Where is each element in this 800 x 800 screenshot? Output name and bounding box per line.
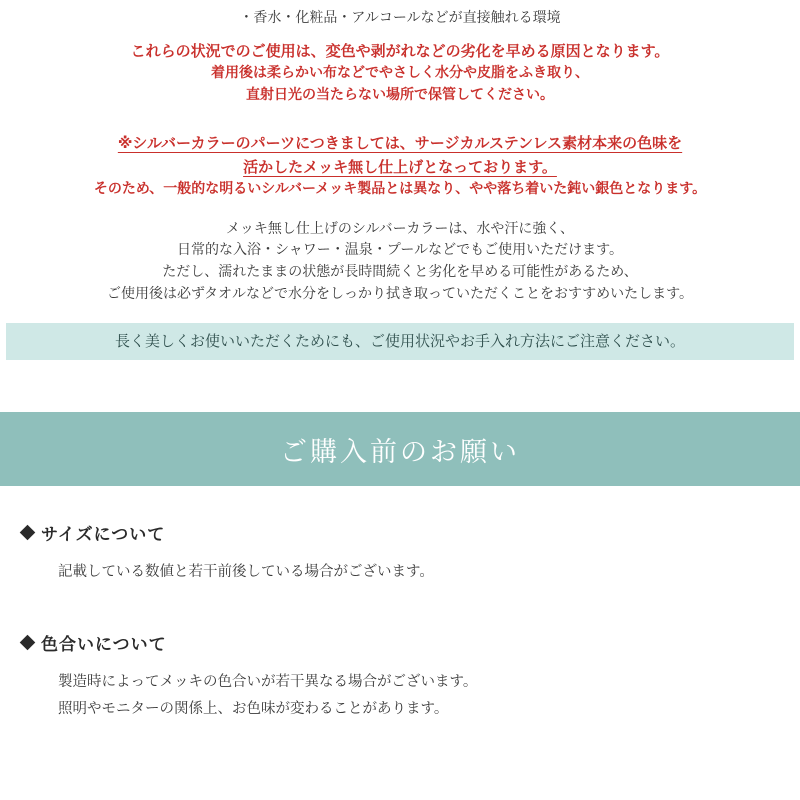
note-line-wipe-after-wear: 着用後は柔らかい布などでやさしく水分や皮脂をふき取り、	[211, 64, 589, 81]
bullet-heading-color	[22, 630, 800, 655]
bullet-list	[0, 486, 800, 722]
spacer	[10, 201, 790, 219]
bullet-heading-size-label: サイズについて	[41, 525, 166, 546]
note-line-environment: ・香水・化粧品・アルコールなどが直接触れる環境	[239, 10, 561, 26]
bullet-heading-size	[22, 520, 800, 545]
bullet-body-size	[58, 559, 800, 586]
spacer	[10, 106, 790, 132]
silver-body-line-2: 日常的な入浴・シャワー・温泉・プールなどでもご使用いただけます。	[177, 242, 623, 259]
section-header-band	[0, 412, 800, 486]
diamond-bullet-icon	[20, 635, 36, 651]
diamond-bullet-icon	[20, 525, 36, 541]
bullet-body-color-line-1: 製造時によってメッキの色合いが若干異なる場合がございます。	[58, 674, 478, 691]
silver-body-line-1: メッキ無し仕上げのシルバーカラーは、水や汗に強く、	[225, 220, 575, 237]
bullet-group-size	[22, 520, 800, 586]
silver-body-line-3: ただし、濡れたままの状態が長時間続くと劣化を早める可能性があるため、	[162, 263, 638, 280]
bullet-heading-color-label: 色合いについて	[41, 635, 167, 656]
silver-note-red-line: そのため、一般的な明るいシルバーメッキ製品とは異なり、やや落ち着いた鈍い銀色となります。	[93, 180, 707, 197]
section-title: ご購入前のお願い	[280, 436, 520, 468]
care-highlight-banner: 長く美しくお使いいただくためにも、ご使用状況やお手入れ方法にご注意ください。	[6, 323, 794, 360]
note-line-warning-degradation: これらの状況でのご使用は、変色や剥がれなどの劣化を早める原因となります。	[130, 41, 670, 60]
note-line-storage: 直射日光の当たらない場所で保管してください。	[246, 86, 554, 103]
silver-note-underlined-2: 活かしたメッキ無し仕上げとなっております。	[243, 157, 557, 176]
bullet-body-size-line-1: 記載している数値と若干前後している場合がございます。	[58, 564, 434, 581]
bullet-body-color	[58, 669, 800, 723]
bullet-body-color-line-2: 照明やモニターの関係上、お色味が変わることがあります。	[58, 700, 449, 717]
spacer	[10, 30, 790, 40]
silver-note-underlined-1: ※シルバーカラーのパーツにつきましては、サージカルステンレス素材本来の色味を	[117, 134, 683, 153]
silver-body-line-4: ご使用後は必ずタオルなどで水分をしっかり拭き取っていただくことをおすすめいたします。	[106, 285, 694, 302]
top-notes-block	[0, 0, 800, 305]
bullet-group-color	[22, 630, 800, 723]
